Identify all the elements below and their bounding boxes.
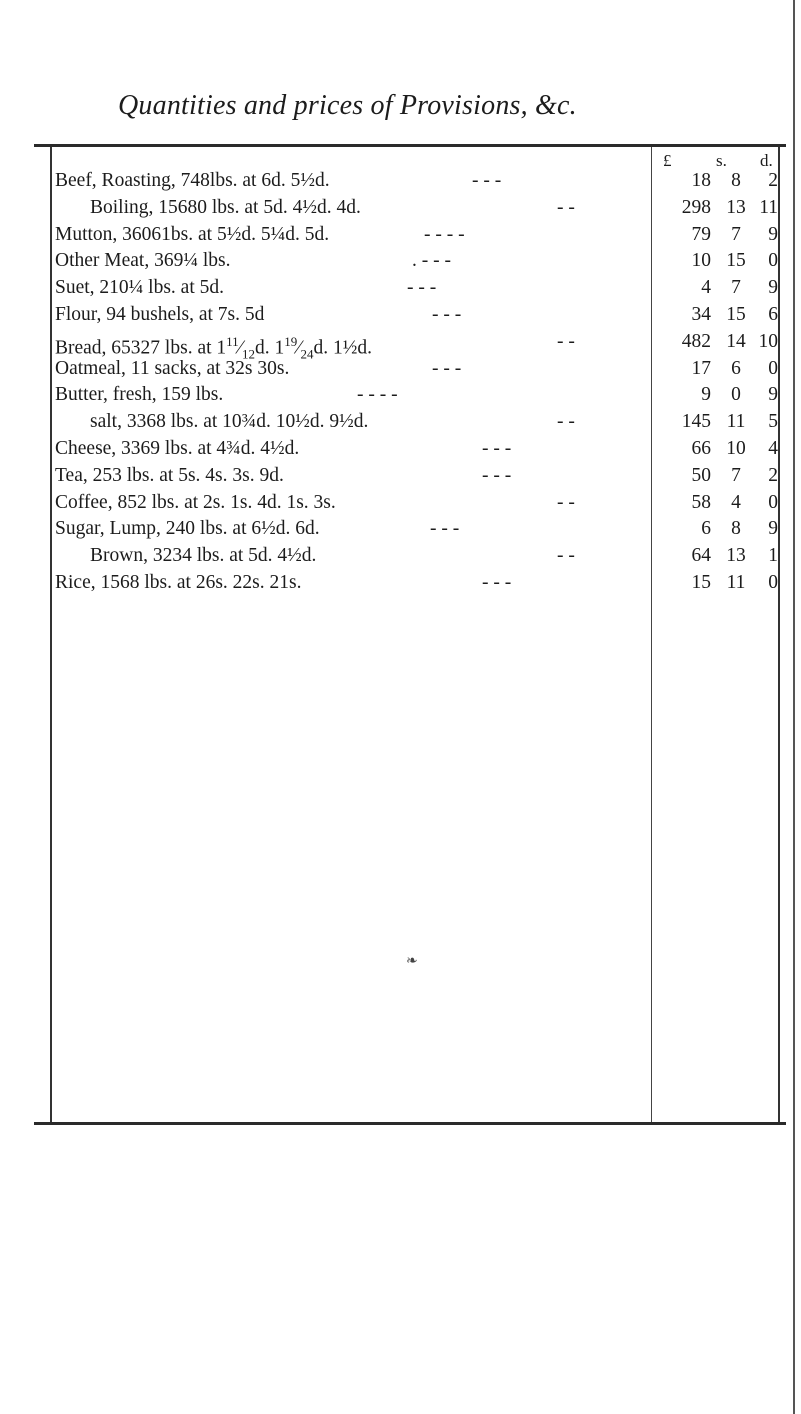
table-row: [52, 356, 778, 383]
pence-value: 0: [768, 491, 778, 513]
pence-value: 11: [759, 196, 778, 218]
item-description: Other Meat, 369¼ lbs.: [55, 250, 231, 272]
item-description: Bread, 65327 lbs. at $1^{11}⁄_{12}d$. $1^{19}⁄_{24}d$. 1½d.: [55, 333, 372, 362]
item-description: Suet, 210¼ lbs. at 5d.: [55, 277, 224, 299]
leader-dashes: - -: [557, 491, 575, 513]
table-row: [52, 302, 778, 329]
item-description: Butter, fresh, 159 lbs.: [55, 384, 224, 406]
leader-dashes: - - -: [430, 518, 460, 540]
fleuron-ornament: ❧: [406, 954, 418, 969]
leader-dashes: - - -: [482, 437, 512, 459]
shillings-value: 13: [726, 545, 746, 567]
table-row: [52, 248, 778, 275]
item-description: Beef, Roasting, 748lbs. at 6d. 5½d.: [55, 170, 330, 191]
leader-dashes: - - -: [432, 357, 462, 379]
table-row: [52, 436, 778, 463]
leader-dashes: - - -: [472, 170, 502, 191]
item-description: Rice, 1568 lbs. at 26s. 22s. 21s.: [55, 571, 302, 593]
pence-value: 0: [768, 357, 778, 379]
leader-dashes: - -: [557, 330, 575, 352]
pence-value: 4: [768, 437, 778, 459]
pence-value: 5: [768, 411, 778, 433]
shillings-value: 6: [731, 357, 741, 379]
pence-value: 0: [768, 571, 778, 593]
item-description: Sugar, Lump, 240 lbs. at 6½d. 6d.: [55, 518, 320, 540]
shillings-value: 11: [726, 411, 746, 433]
item-description: Tea, 253 lbs. at 5s. 4s. 3s. 9d.: [55, 464, 284, 486]
pounds-value: 145: [681, 411, 711, 433]
leader-dashes: - -: [557, 196, 575, 218]
pounds-value: 4: [701, 277, 711, 299]
page-edge: [793, 0, 795, 1414]
table-row: [52, 222, 778, 249]
item-description: Brown, 3234 lbs. at 5d. 4½d.: [90, 545, 317, 567]
pence-header: d.: [760, 151, 773, 170]
table-row: [52, 275, 778, 302]
pounds-value: 17: [691, 357, 711, 379]
item-description: Oatmeal, 11 sacks, at 32s 30s.: [55, 357, 290, 379]
leader-dashes: - - -: [482, 571, 512, 593]
item-description: Boiling, 15680 lbs. at 5d. 4½d. 4d.: [90, 196, 361, 218]
pounds-value: 34: [691, 303, 711, 325]
shillings-value: 11: [726, 571, 746, 593]
leader-dashes: - -: [557, 411, 575, 433]
pounds-value: 58: [691, 491, 711, 513]
leader-dashes: - - - -: [424, 223, 465, 245]
leader-dashes: . - - -: [412, 250, 451, 272]
item-description: Coffee, 852 lbs. at 2s. 1s. 4d. 1s. 3s.: [55, 491, 336, 513]
pounds-header: £: [663, 151, 672, 170]
bottom-rule: [34, 1122, 786, 1125]
pence-value: 9: [768, 277, 778, 299]
top-rule: [34, 144, 786, 147]
leader-dashes: - - -: [432, 303, 462, 325]
shillings-value: 15: [726, 303, 746, 325]
pence-value: 9: [768, 223, 778, 245]
shillings-value: 7: [731, 277, 741, 299]
item-description: Cheese, 3369 lbs. at 4¾d. 4½d.: [55, 437, 300, 459]
shillings-value: 14: [726, 330, 746, 352]
pence-value: 6: [768, 303, 778, 325]
pounds-value: 50: [691, 464, 711, 486]
shillings-value: 7: [731, 464, 741, 486]
shillings-value: 4: [731, 491, 741, 513]
table-row: [52, 570, 778, 597]
table-row: [52, 409, 778, 436]
table-row: [52, 463, 778, 490]
shillings-header: s.: [716, 151, 727, 170]
pounds-value: 64: [691, 545, 711, 567]
pounds-value: 6: [701, 518, 711, 540]
leader-dashes: - - -: [482, 464, 512, 486]
table-row: [52, 516, 778, 543]
table-row: [52, 168, 778, 195]
pounds-value: 15: [691, 571, 711, 593]
table-row: [52, 329, 778, 362]
pence-value: 1: [768, 545, 778, 567]
provisions-table: [52, 168, 778, 597]
shillings-value: 7: [731, 223, 741, 245]
shillings-value: 0: [731, 384, 741, 406]
page-title: Quantities and prices of Provisions, &c.: [118, 90, 577, 121]
item-description: Mutton, 36061bs. at 5½d. 5¼d. 5d.: [55, 223, 330, 245]
pounds-value: 10: [691, 250, 711, 272]
shillings-value: 13: [726, 196, 746, 218]
pence-value: 10: [758, 330, 778, 352]
pounds-value: 79: [691, 223, 711, 245]
pounds-value: 482: [681, 330, 711, 352]
table-row: [52, 543, 778, 570]
pence-value: 9: [768, 384, 778, 406]
right-border: [778, 147, 780, 1122]
pence-value: 2: [768, 170, 778, 191]
table-row: [52, 490, 778, 517]
shillings-value: 8: [731, 518, 741, 540]
leader-dashes: - - - -: [357, 384, 398, 406]
leader-dashes: - - -: [407, 277, 437, 299]
table-row: [52, 195, 778, 222]
pounds-value: 18: [691, 170, 711, 191]
item-description: Flour, 94 bushels, at 7s. 5d: [55, 303, 265, 325]
shillings-value: 8: [731, 170, 741, 191]
shillings-value: 10: [726, 437, 746, 459]
pence-value: 2: [768, 464, 778, 486]
pence-value: 9: [768, 518, 778, 540]
leader-dashes: - -: [557, 545, 575, 567]
pounds-value: 298: [681, 196, 711, 218]
pounds-value: 66: [691, 437, 711, 459]
pounds-value: 9: [701, 384, 711, 406]
table-row: [52, 382, 778, 409]
item-description: salt, 3368 lbs. at 10¾d. 10½d. 9½d.: [90, 411, 369, 433]
shillings-value: 15: [726, 250, 746, 272]
pence-value: 0: [768, 250, 778, 272]
